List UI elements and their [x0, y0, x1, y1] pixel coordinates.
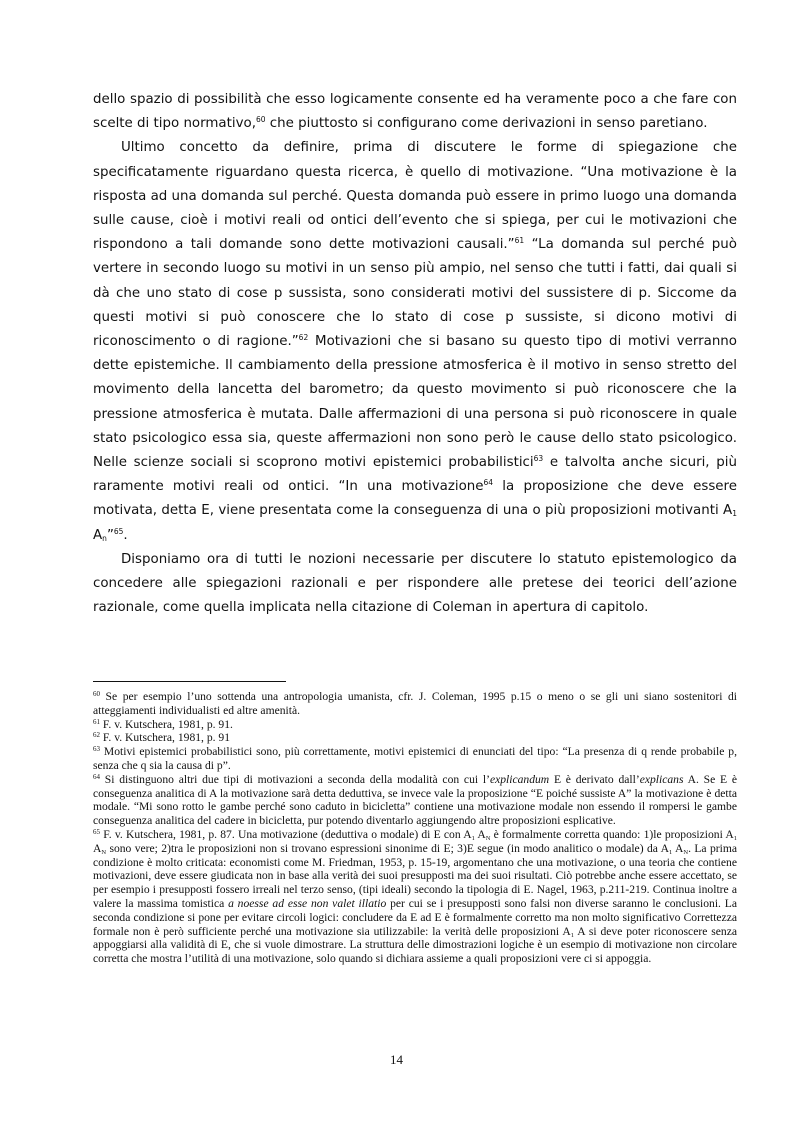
- text-run: “La domanda sul perché può vertere in secondo luogo su motivi in un senso più ampio, nel senso che tutti i fatti, dai quali si dà che uno stato di cose p sussista, sono considerati motivi del sussistere di p. Siccome da questi motivi si può conoscere che lo stato di cose p sussiste, si dicono motivi di riconoscimento o di ragione.”: [93, 237, 737, 350]
- footnote-number: 60: [93, 690, 100, 698]
- footnote-text: E è derivato dall’: [549, 772, 640, 786]
- text-run: Ultimo concetto da definire, prima di discutere le forme di spiegazione che specificatamente riguardano questa ricerca, è quello di motivazione. “Una motivazione è la risposta ad una domanda sul perché. Questa domanda può essere in primo luogo una domanda sulle cause, cioè i motivi reali od ontici dell’evento che si spiega, per cui le motivazioni che rispondono a tali domande sono dette motivazioni causali.”: [93, 140, 737, 253]
- body-text: [93, 88, 737, 620]
- subscript: 1: [669, 848, 673, 856]
- footnote-62: [93, 731, 737, 745]
- footnote-text: A: [474, 827, 486, 841]
- footnote-text: Si distinguono altri due tipi di motivazioni a seconda della modalità con cui l’: [100, 772, 490, 786]
- footnote-63: [93, 745, 737, 773]
- footnote-italic: explicandum: [489, 772, 550, 786]
- subscript: N: [683, 848, 689, 856]
- page-number: 14: [390, 1052, 403, 1067]
- footnote-text: per cui se i presupposti sono falsi non diverse saranno le conclusioni. La seconda condizione si pone per evitare circoli logici: concludere da E ad E è formalmente corretto ma non molto significativo Correttezza formale non è però sufficiente perché una motivazione sia utilizzabile: la verità delle proposizioni A: [93, 896, 737, 938]
- footnote-60: [93, 690, 737, 718]
- text-run: dello spazio di possibilità che esso logicamente consente ed ha veramente poco a che fare con scelte di tipo normativo,: [93, 92, 737, 132]
- subscript: 1: [471, 834, 475, 842]
- footnote-text: A: [93, 841, 102, 855]
- footnote-ref-61[interactable]: 61: [514, 236, 525, 246]
- footnote-ref-63[interactable]: 63: [533, 454, 544, 464]
- subscript: N: [101, 848, 107, 856]
- text-run: la proposizione che deve essere motivata, detta E, viene presentata come la conseguenza di una o più proposizioni motivanti A: [93, 479, 737, 519]
- footnote-number: 62: [93, 731, 100, 740]
- text-run: ”: [106, 527, 114, 543]
- text-run: e talvolta anche sicuri, più raramente motivi reali od ontici. “In una motivazione: [93, 455, 737, 495]
- footnote-number: 61: [93, 717, 100, 726]
- footnote-text: Motivi epistemici probabilistici sono, più correttamente, motivi epistemici di enunciati del tipo: “La presenza di q rende probabile p, senza che q sia la causa di p”.: [93, 745, 737, 772]
- text-run: che piuttosto si configurano come derivazioni in senso paretiano.: [265, 116, 708, 132]
- footnote-65: [93, 828, 737, 966]
- paragraph-1: [93, 88, 737, 136]
- footnote-text: Se per esempio l’uno sottenda una antropologia umanista, cfr. J. Coleman, 1995 p.15 o meno o se gli uni siano sostenitori di atteggiamenti individualisti ed altre amenità.: [93, 690, 737, 717]
- footnote-text: F. v. Kutschera, 1981, p. 87. Una motivazione (deduttiva o modale) di E con A: [100, 827, 472, 841]
- footnote-number: 65: [93, 827, 100, 836]
- footnote-ref-65[interactable]: 65: [113, 526, 124, 536]
- footnote-ref-60[interactable]: 60: [255, 115, 266, 125]
- paragraph-2: [93, 136, 737, 547]
- footnote-text: F. v. Kutschera, 1981, p. 91: [100, 731, 231, 745]
- subscript: n: [102, 533, 107, 543]
- subscript: N: [485, 834, 491, 842]
- footnote-number: 63: [93, 745, 100, 754]
- text-run: A: [93, 527, 103, 543]
- footnote-number: 64: [93, 772, 100, 781]
- footnote-text: sono vere; 2)tra le proposizioni non si trovano espressioni sinonime di E; 3)E segue (in modo analitico o modale) da A: [106, 841, 669, 855]
- footnote-italic: a noesse ad esse non valet illatio: [228, 896, 387, 910]
- text-run: .: [123, 527, 128, 543]
- subscript: 1: [732, 509, 737, 519]
- footnote-text: A: [672, 841, 684, 855]
- footnote-61: [93, 718, 737, 732]
- subscript: 1: [570, 931, 574, 939]
- footnote-italic: explicans: [639, 772, 684, 786]
- footnote-64: [93, 773, 737, 828]
- text-run: Motivazioni che si basano su questo tipo di motivi verranno dette epistemiche. Il cambiamento della pressione atmosferica è il motivo in senso stretto del movimento della lancetta del barometro; da questo movimento si può riconoscere che la pressione atmosferica è mutata. Dalle affermazioni di una persona si può riconoscere in quale stato psicologico essa sia, queste affermazioni non sono però le cause dello stato psicologico. Nelle scienze sociali si scoprono motivi epistemici probabilistici: [93, 334, 737, 471]
- footnote-ref-64[interactable]: 64: [483, 478, 494, 488]
- footnote-text: F. v. Kutschera, 1981, p. 91.: [100, 717, 233, 731]
- paragraph-3: Disponiamo ora di tutti le nozioni necessarie per discutere lo statuto epistemologico da concedere alle spiegazioni razionali e per rispondere alle pretese dei teorici dell’azione razionale, come quella implicata nella citazione di Coleman in apertura di capitolo.: [93, 551, 737, 616]
- footnote-text: . La prima condizione è molto criticata: economisti come M. Friedman, 1953, p. 15-19, argomentano che una motivazione, o una teoria che contiene motivazioni, deve essere giudicata non in base alla verità dei suoi presupposti ma dei suoi risultati. Ciò potrebbe anche essere accettato, se per esempio i presupposti fossero irreali nel terzo senso, (tipi ideali) secondo la tipologia di E. Nagel, 1963, p.211-219. Continua inoltre a valere la massima tomistica: [93, 841, 738, 910]
- footnote-ref-62[interactable]: 62: [298, 333, 309, 343]
- footnote-text: A si deve poter riconoscere senza appoggiarsi alla validità di E, che si vuole dimostrare. La struttura delle dimostrazioni logiche è un esempio di motivazione non circolare corretta che mostra l’utilità di una motivazione, solo quando si dichiara assieme a quali proposizioni vere ci si appoggia.: [93, 924, 737, 966]
- footnote-text: è formalmente corretta quando: 1)le proposizioni A: [490, 827, 734, 841]
- footnotes: [93, 690, 737, 966]
- footnote-text: A. Se E è conseguenza analitica di A la motivazione sarà detta deduttiva, se invece vale la proposizione “E poiché sussiste A” la motivazione è detta modale. “Mi sono rotto le gambe perché sono caduto in bicicletta” contiene una motivazione modale non essendo il rompersi le gambe conseguenza analitica del cadere in bicicletta, pur potendo diventarlo aggiungendo altre proposizioni esplicative.: [93, 772, 738, 828]
- footnote-separator: [93, 681, 286, 682]
- subscript: 1: [733, 834, 737, 842]
